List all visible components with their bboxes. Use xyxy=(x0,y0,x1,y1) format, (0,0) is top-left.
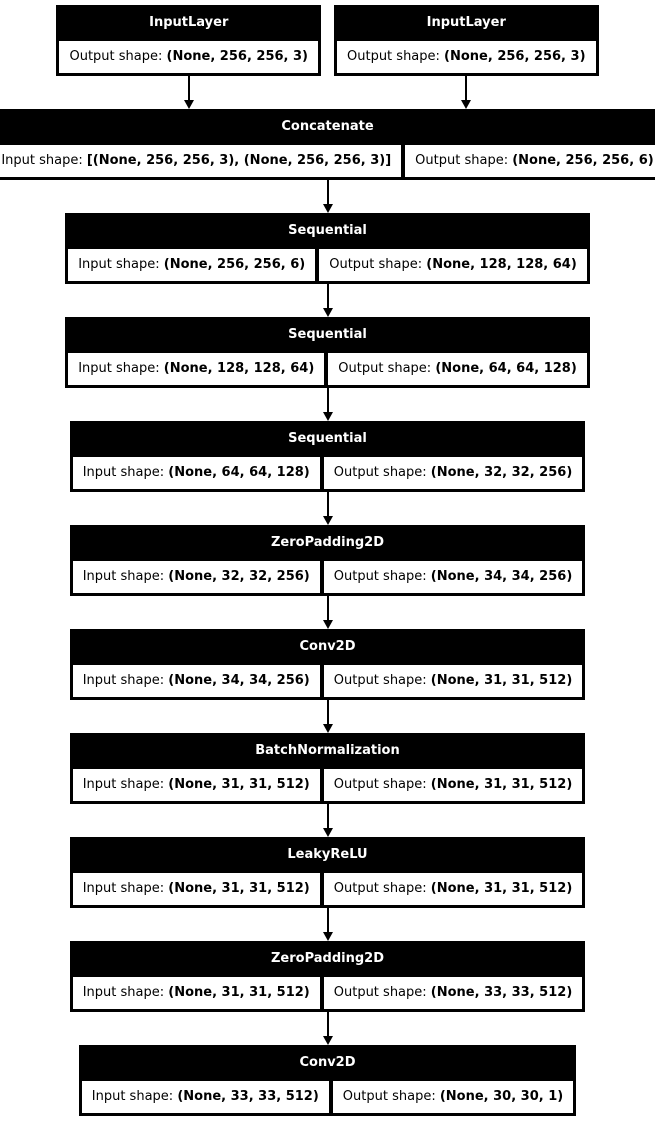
input-shape-cell xyxy=(68,249,315,281)
shape-label: Input shape: xyxy=(1,153,87,168)
edge-line xyxy=(188,76,190,100)
shape-cells xyxy=(73,561,583,593)
shape-cells xyxy=(73,873,583,905)
arrowhead-icon xyxy=(323,828,333,837)
shape-value: (None, 31, 31, 512) xyxy=(168,985,310,1000)
shape-label: Output shape: xyxy=(415,153,513,168)
shape-cells xyxy=(82,1081,573,1113)
input-shape-cell xyxy=(73,665,320,697)
layer-title: Conv2D xyxy=(299,639,356,654)
output-shape-cell xyxy=(324,457,583,489)
edge-line xyxy=(327,908,329,932)
node-batchnormalization xyxy=(70,733,586,804)
shape-cells xyxy=(73,457,583,489)
edge-line xyxy=(327,804,329,828)
shape-cells xyxy=(73,977,583,1009)
shape-cells xyxy=(73,665,583,697)
node-sequential-1 xyxy=(65,213,590,284)
edge-arrow xyxy=(323,492,333,525)
node-inputlayer-2 xyxy=(334,5,599,76)
input-shape-cell xyxy=(73,561,320,593)
arrowhead-icon xyxy=(323,1036,333,1045)
shape-label: Output shape: xyxy=(333,881,431,896)
shape-cells xyxy=(0,145,655,177)
shape-value: (None, 256, 256, 6) xyxy=(163,257,306,272)
edge-arrow xyxy=(323,700,333,733)
output-shape-cell xyxy=(405,145,655,177)
shape-value: (None, 128, 128, 64) xyxy=(426,257,577,272)
shape-cells xyxy=(73,769,583,801)
input-shape-cell xyxy=(73,457,320,489)
arrowhead-icon xyxy=(323,412,333,421)
shape-value: (None, 33, 33, 512) xyxy=(177,1089,319,1104)
layer-title: Sequential xyxy=(288,223,367,238)
shape-value: (None, 32, 32, 256) xyxy=(168,569,310,584)
input-stack-2 xyxy=(334,5,599,109)
shape-value: (None, 34, 34, 256) xyxy=(430,569,573,584)
edge-line xyxy=(327,492,329,516)
input-stack-1 xyxy=(56,5,321,109)
shape-label: Output shape: xyxy=(342,1089,440,1104)
edge-arrow xyxy=(323,180,333,213)
node-sequential-2 xyxy=(65,317,590,388)
output-shape-cell xyxy=(324,769,583,801)
layer-title: BatchNormalization xyxy=(255,743,400,758)
shape-value: (None, 32, 32, 256) xyxy=(430,465,573,480)
edge-arrow xyxy=(323,284,333,317)
input-shape-cell xyxy=(73,873,320,905)
shape-value: (None, 64, 64, 128) xyxy=(168,465,310,480)
edge-line xyxy=(465,76,467,100)
shape-label: Input shape: xyxy=(82,673,169,688)
layer-title: InputLayer xyxy=(426,15,506,30)
output-shape-cell xyxy=(319,249,587,281)
layer-title: Concatenate xyxy=(281,119,374,134)
arrowhead-icon xyxy=(323,932,333,941)
output-shape-cell xyxy=(324,561,583,593)
arrowhead-icon xyxy=(323,724,333,733)
input-shape-cell xyxy=(68,353,324,385)
shape-label: Input shape: xyxy=(78,257,164,272)
shape-label: Input shape: xyxy=(82,777,169,792)
layer-title: ZeroPadding2D xyxy=(270,535,384,550)
shape-value: (None, 128, 128, 64) xyxy=(163,361,315,376)
node-zeropadding2d-1 xyxy=(70,525,586,596)
node-conv2d-2 xyxy=(79,1045,576,1116)
input-layers-row xyxy=(56,5,598,109)
node-conv2d-1 xyxy=(70,629,586,700)
output-shape-cell xyxy=(328,353,587,385)
arrowhead-icon xyxy=(323,516,333,525)
node-concatenate xyxy=(0,109,655,180)
input-shape-cell xyxy=(82,1081,329,1113)
node-sequential-3 xyxy=(70,421,586,492)
layer-title: LeakyReLU xyxy=(287,847,368,862)
edge-arrow xyxy=(323,1012,333,1045)
shape-value: (None, 31, 31, 512) xyxy=(430,777,573,792)
layer-title: Conv2D xyxy=(299,1055,356,1070)
shape-cells xyxy=(68,249,587,281)
edge-line xyxy=(327,700,329,724)
shape-value: (None, 31, 31, 512) xyxy=(168,777,310,792)
output-shape-cell xyxy=(324,665,583,697)
output-shape-cell xyxy=(333,1081,573,1113)
edge-arrow xyxy=(323,388,333,421)
edge-arrow xyxy=(323,908,333,941)
shape-label: Output shape: xyxy=(329,257,427,272)
shape-value: (None, 30, 30, 1) xyxy=(439,1089,564,1104)
shape-label: Output shape: xyxy=(333,465,431,480)
node-leakyrelu xyxy=(70,837,586,908)
shape-value: (None, 33, 33, 512) xyxy=(430,985,573,1000)
output-shape-cell xyxy=(59,41,318,73)
edge-arrow xyxy=(323,596,333,629)
layer-title: Sequential xyxy=(288,431,367,446)
shape-value: (None, 64, 64, 128) xyxy=(435,361,577,376)
edge-line xyxy=(327,1012,329,1036)
layer-title: Sequential xyxy=(288,327,367,342)
shape-value: (None, 31, 31, 512) xyxy=(430,673,573,688)
shape-cells xyxy=(337,41,596,73)
arrowhead-icon xyxy=(323,620,333,629)
shape-value: (None, 31, 31, 512) xyxy=(430,881,573,896)
shape-label: Output shape: xyxy=(69,49,167,64)
input-shape-cell xyxy=(73,977,320,1009)
edge-arrow xyxy=(323,804,333,837)
shape-label: Input shape: xyxy=(82,465,169,480)
shape-label: Input shape: xyxy=(82,985,169,1000)
shape-value: (None, 34, 34, 256) xyxy=(168,673,310,688)
edge-line xyxy=(327,596,329,620)
shape-label: Output shape: xyxy=(333,777,431,792)
arrowhead-icon xyxy=(184,100,194,109)
input-shape-cell xyxy=(0,145,401,177)
node-inputlayer-1 xyxy=(56,5,321,76)
shape-label: Output shape: xyxy=(333,569,431,584)
arrowhead-icon xyxy=(323,308,333,317)
shape-cells xyxy=(59,41,318,73)
output-shape-cell xyxy=(324,977,583,1009)
arrowhead-icon xyxy=(323,204,333,213)
edge-line xyxy=(327,388,329,412)
input-shape-cell xyxy=(73,769,320,801)
shape-label: Output shape: xyxy=(333,673,431,688)
shape-value: (None, 31, 31, 512) xyxy=(168,881,310,896)
shape-label: Input shape: xyxy=(82,881,169,896)
node-zeropadding2d-2 xyxy=(70,941,586,1012)
shape-value: (None, 256, 256, 3) xyxy=(166,49,308,64)
edge-arrow xyxy=(461,76,471,109)
shape-label: Output shape: xyxy=(333,985,431,1000)
edge-line xyxy=(327,180,329,204)
output-shape-cell xyxy=(337,41,596,73)
output-shape-cell xyxy=(324,873,583,905)
shape-cells xyxy=(68,353,587,385)
shape-label: Input shape: xyxy=(91,1089,178,1104)
shape-label: Input shape: xyxy=(78,361,164,376)
shape-label: Input shape: xyxy=(82,569,169,584)
shape-value: (None, 256, 256, 3) xyxy=(444,49,586,64)
shape-label: Output shape: xyxy=(338,361,436,376)
layer-title: InputLayer xyxy=(149,15,229,30)
edge-arrow xyxy=(184,76,194,109)
layer-title: ZeroPadding2D xyxy=(270,951,384,966)
arrowhead-icon xyxy=(461,100,471,109)
shape-value: [(None, 256, 256, 3), (None, 256, 256, 3)] xyxy=(86,153,392,168)
shape-label: Output shape: xyxy=(347,49,445,64)
edge-line xyxy=(327,284,329,308)
shape-value: (None, 256, 256, 6) xyxy=(512,153,654,168)
